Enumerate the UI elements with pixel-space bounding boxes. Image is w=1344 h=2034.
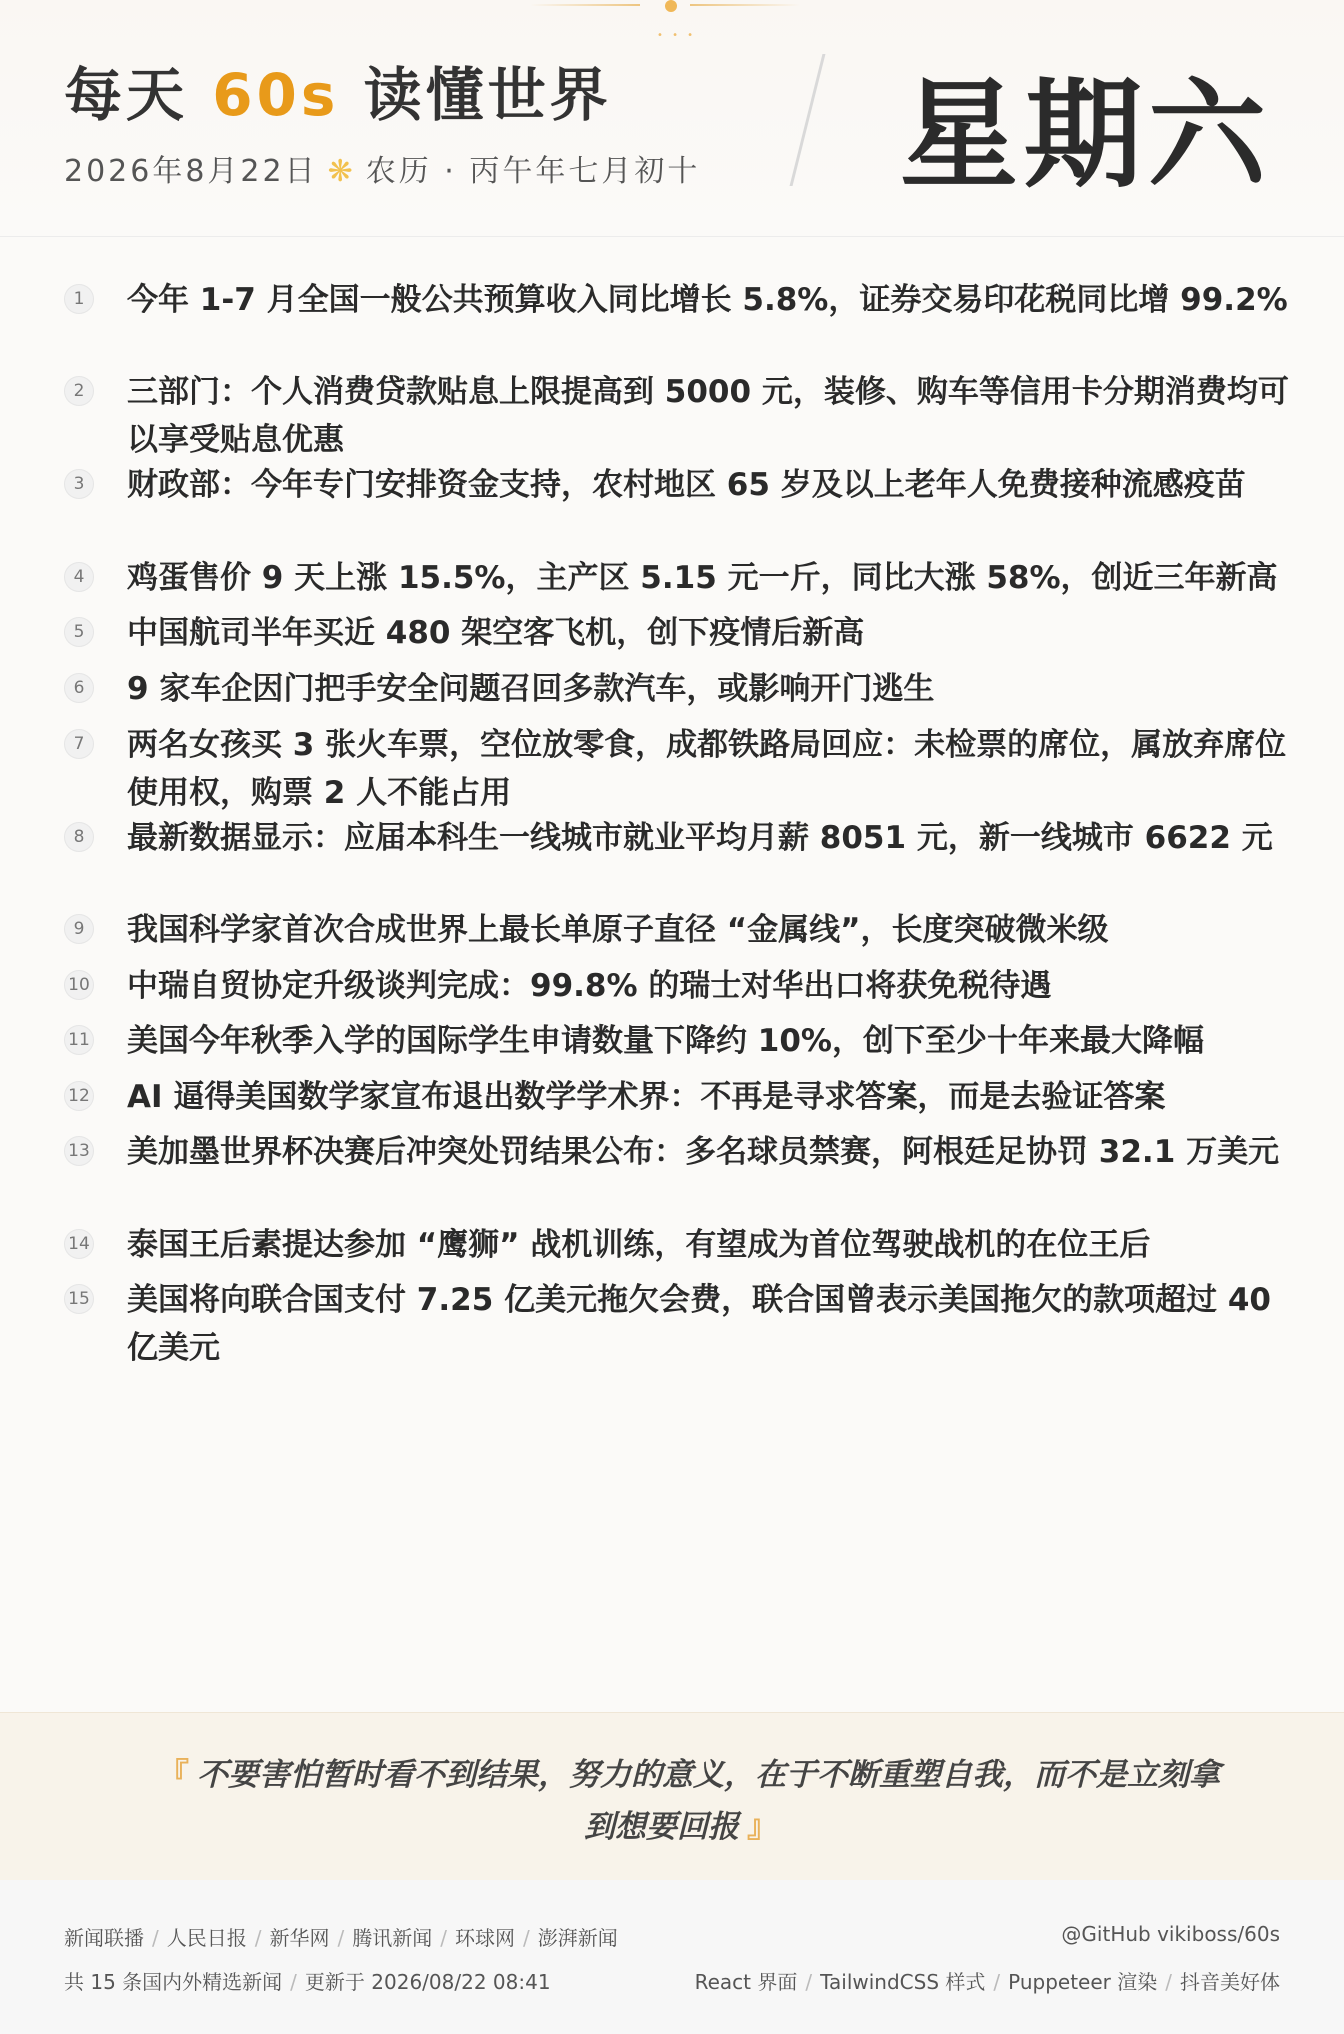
- source-link[interactable]: 澎湃新闻: [537, 1926, 618, 1950]
- github-link[interactable]: @GitHub vikiboss/60s: [1061, 1922, 1280, 1946]
- news-number-badge: 11: [64, 1025, 94, 1055]
- source-link[interactable]: 新华网: [269, 1926, 330, 1950]
- news-number-badge: 8: [64, 822, 94, 852]
- top-ornament: • • •: [530, 0, 815, 40]
- dateline: [64, 146, 700, 190]
- daily-quote: 『 不要害怕暂时看不到结果，努力的意义，在于不断重塑自我，而不是立刻拿到想要回报 』: [158, 1757, 1220, 1845]
- source-link[interactable]: 新闻联播: [64, 1926, 144, 1950]
- source-link[interactable]: 腾讯新闻: [352, 1926, 433, 1950]
- news-number-badge: 7: [64, 729, 94, 759]
- news-number-badge: 9: [64, 914, 94, 944]
- news-number-badge: 10: [64, 970, 94, 1000]
- news-headline: 美国今年秋季入学的国际学生申请数量下降约 10%，创下至少十年来最大降幅: [127, 1023, 1204, 1059]
- news-headline: 我国科学家首次合成世界上最长单原子直径 “金属线”，长度突破微米级: [127, 912, 1109, 948]
- news-headline: 中国航司半年买近 480 架空客飞机，创下疫情后新高: [127, 615, 865, 651]
- meta-info: 共 15 条国内外精选新闻 / 更新于 2026/08/22 08:41: [64, 1970, 551, 1994]
- news-number-badge: 5: [64, 617, 94, 647]
- news-headline: 美加墨世界杯决赛后冲突处罚结果公布：多名球员禁赛，阿根廷足协罚 32.1 万美元: [127, 1134, 1280, 1170]
- news-number-badge: 1: [64, 284, 94, 314]
- tech-credit: TailwindCSS 样式: [820, 1970, 986, 1994]
- footer: [0, 1880, 1344, 2034]
- news-number-badge: 14: [64, 1229, 94, 1259]
- news-headline: 两名女孩买 3 张火车票，空位放零食，成都铁路局回应：未检票的席位，属放弃席位使用权，购票 2 人不能占用: [127, 727, 1287, 811]
- news-number-badge: 4: [64, 562, 94, 592]
- divider-slash: [790, 54, 826, 186]
- header: [0, 0, 1344, 237]
- tech-credit: React 界面: [694, 1970, 798, 1994]
- news-headline: 今年 1-7 月全国一般公共预算收入同比增长 5.8%，证券交易印花税同比增 99.2%: [127, 282, 1288, 318]
- news-headline: 最新数据显示：应届本科生一线城市就业平均月薪 8051 元，新一线城市 6622 元: [127, 820, 1273, 856]
- weekday: 星期六: [899, 66, 1272, 204]
- news-headline: 鸡蛋售价 9 天上涨 15.5%，主产区 5.15 元一斤，同比大涨 58%，创近三年新高: [127, 560, 1278, 596]
- star-icon: ❋: [327, 154, 356, 189]
- source-link[interactable]: 环球网: [455, 1926, 515, 1950]
- tech-credits: React 界面 / TailwindCSS 样式 / Puppeteer 渲染 / 抖音美好体: [694, 1970, 1280, 1994]
- quote-close-mark: 』: [747, 1809, 778, 1845]
- brand-title: 每天 60s 读懂世界: [64, 61, 612, 129]
- news-headline: AI 逼得美国数学家宣布退出数学学术界：不再是寻求答案，而是去验证答案: [127, 1079, 1166, 1115]
- news-number-badge: 2: [64, 376, 94, 406]
- news-headline: 9 家车企因门把手安全问题召回多款汽车，或影响开门逃生: [127, 671, 935, 707]
- news-number-badge: 6: [64, 673, 94, 703]
- news-headline: 泰国王后素提达参加 “鹰狮” 战机训练，有望成为首位驾驶战机的在位王后: [127, 1227, 1151, 1263]
- news-count: 共 15 条国内外精选新闻: [64, 1970, 283, 1994]
- quote-open-mark: 『: [158, 1757, 189, 1793]
- date: 2026年8月22日: [64, 154, 318, 189]
- tech-credit: 抖音美好体: [1180, 1970, 1280, 1994]
- news-headline: 财政部：今年专门安排资金支持，农村地区 65 岁及以上老年人免费接种流感疫苗: [127, 467, 1246, 503]
- news-number-badge: 12: [64, 1081, 94, 1111]
- news-number-badge: 13: [64, 1136, 94, 1166]
- source-link[interactable]: 人民日报: [166, 1926, 247, 1950]
- brand-accent: 60s: [212, 61, 340, 129]
- news-sources: 新闻联播 / 人民日报 / 新华网 / 腾讯新闻 / 环球网 / 澎湃新闻: [64, 1926, 618, 1950]
- quote-band: [0, 1712, 1344, 1882]
- news-number-badge: 15: [64, 1284, 94, 1314]
- tech-credit: Puppeteer 渲染: [1008, 1970, 1158, 1994]
- lunar-date: 农历 · 丙午年七月初十: [365, 154, 701, 189]
- updated-time: 更新于 2026/08/22 08:41: [304, 1970, 551, 1994]
- news-number-badge: 3: [64, 469, 94, 499]
- news-headline: 三部门：个人消费贷款贴息上限提高到 5000 元，装修、购车等信用卡分期消费均可以享受贴息优惠: [127, 374, 1289, 458]
- news-headline: 中瑞自贸协定升级谈判完成：99.8% 的瑞士对华出口将获免税待遇: [127, 968, 1052, 1004]
- news-headline: 美国将向联合国支付 7.25 亿美元拖欠会费，联合国曾表示美国拖欠的款项超过 40 亿美元: [127, 1282, 1271, 1366]
